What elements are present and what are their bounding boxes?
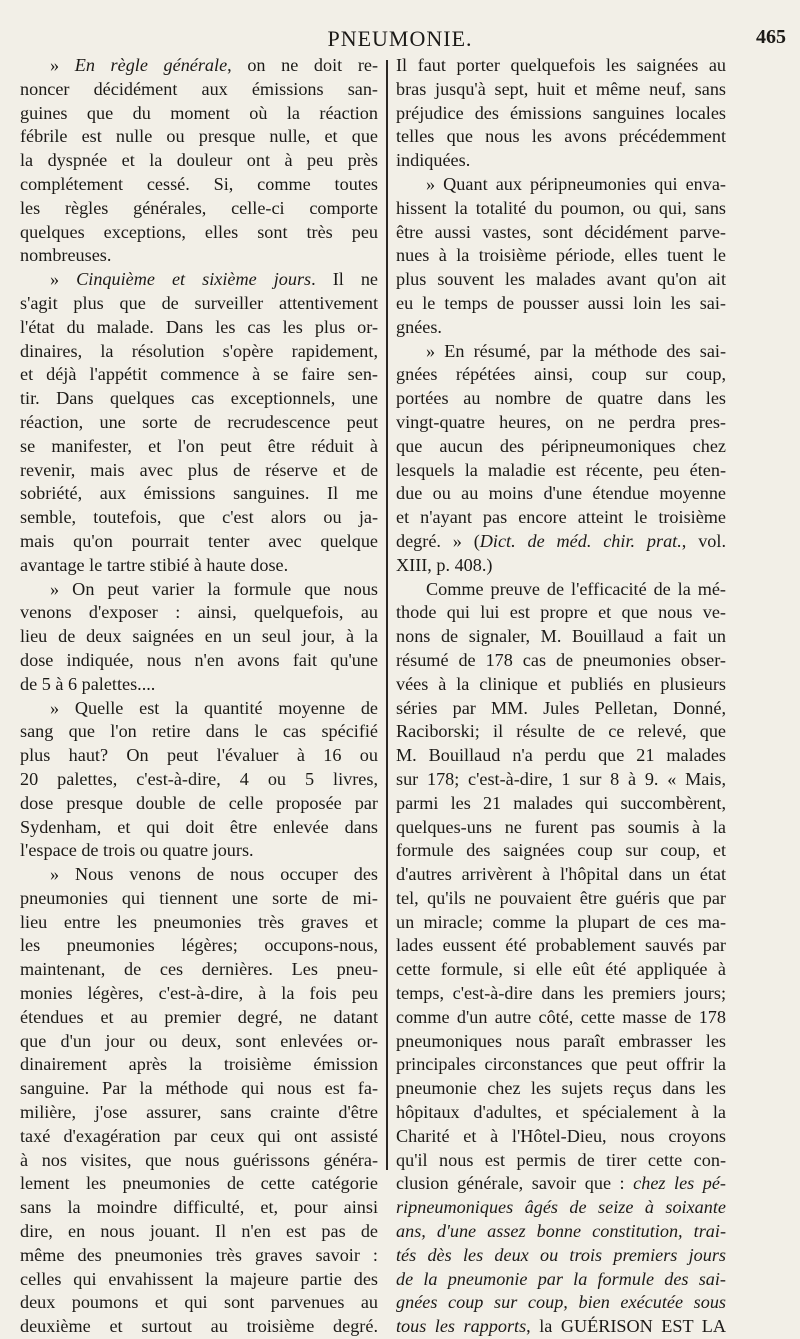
text-line: indiquées.: [396, 150, 471, 171]
text-line: et n'ayant pas encore atteint le troisième: [396, 507, 726, 528]
running-title: PNEUMONIE.: [327, 26, 473, 51]
text-line: [396, 1268, 726, 1292]
text-line: lement les pneumonies de cette catégorie: [20, 1173, 378, 1194]
text-line: la dyspnée et la douleur ont à peu près: [20, 150, 378, 171]
text-line: étendues et au premier degré, ne datant: [20, 1006, 378, 1027]
emphasis: chez les pé-: [633, 1173, 726, 1194]
text-line: temps, c'est-à-dire dans les premiers jours;: [396, 983, 726, 1004]
text-line: lesquels la maladie est récente, peu éten-: [396, 459, 726, 480]
text-line: tel, qu'ils ne pouvaient être guéris que par: [396, 887, 726, 908]
text-line: quelques exceptions, elles sont très peu: [20, 221, 378, 242]
text-line: dose indiquée, nous n'en avons fait qu'une: [20, 649, 378, 670]
text-line: lieu entre les pneumonies très graves et: [20, 911, 378, 932]
text-line: Il faut porter quelquefois les saignées au: [396, 55, 726, 75]
text-line: dose presque double de celle proposée par: [20, 792, 378, 813]
text-line: l'espace de trois ou quatre jours.: [20, 840, 254, 861]
text-line: préjudice des émissions sanguines locales: [396, 102, 726, 123]
column-divider: [386, 60, 388, 1170]
text-line: nons de signaler, M. Bouillaud a fait un: [396, 626, 726, 647]
text-line: nombreuses.: [20, 245, 112, 266]
text-line: sang que l'on retire dans le cas spécifié: [20, 721, 378, 742]
text-line: sur 178; c'est-à-dire, 1 sur 8 à 9. « Mais,: [396, 768, 726, 789]
left-column: [20, 54, 378, 1339]
text-line: » En règle générale, on ne doit re-: [50, 55, 378, 75]
text-line: Charité et à l'Hôtel-Dieu, nous croyons: [396, 1125, 726, 1146]
emphasis: tés dès les deux ou trois premiers jours: [396, 1244, 726, 1265]
text-line: avantage le tartre stibié à haute dose.: [20, 554, 289, 575]
text-line: mais qu'on pourrait tenter avec quelque: [20, 530, 378, 551]
text-line: même des pneumonies très graves savoir :: [20, 1244, 378, 1265]
text-line: qu'il nous est permis de tirer cette con-: [396, 1149, 726, 1170]
text-line: pneumonie chez les sujets reçus dans les: [396, 1078, 726, 1099]
text-line: [396, 1196, 726, 1220]
text-line: fébrile est nulle ou presque nulle, et que: [20, 126, 378, 147]
text-line: » Quant aux péripneumonies qui enva-: [426, 173, 726, 194]
emphasis: ripneumoniques âgés de seize à soixante: [396, 1197, 726, 1218]
text-line: que d'un jour ou deux, sont enlevées or-: [20, 1030, 378, 1051]
text-line: dire, en nous jouant. Il n'en est pas de: [20, 1221, 378, 1242]
text-line: guines que du moment où la réaction: [20, 102, 378, 123]
text-line: » On peut varier la formule que nous: [50, 578, 378, 599]
text-line: » Quelle est la quantité moyenne de: [50, 697, 378, 718]
text-line: [396, 1291, 726, 1315]
text-line: venons d'exposer : ainsi, quelquefois, au: [20, 602, 378, 623]
text-line: complétement cessé. Si, comme toutes: [20, 173, 378, 194]
text-line: lieu de deux saignées en un seul jour, à la: [20, 626, 378, 647]
text-line: et déjà l'appétit commence à se faire sen-: [20, 364, 378, 385]
text-line: portées au nombre de quatre dans les: [396, 388, 726, 409]
text-line: tous les rapports, la GUÉRISON EST LA: [396, 1316, 726, 1337]
right-column: [396, 54, 726, 1339]
text-line: milière, j'ose assurer, sans crainte d'être: [20, 1102, 378, 1123]
emphasis: En règle générale: [74, 55, 228, 75]
text-line: clusion générale, savoir que : chez les pé-: [396, 1173, 726, 1194]
text-line: gnées.: [396, 316, 442, 337]
text-line: tir. Dans quelques cas exceptionnels, une: [20, 388, 378, 409]
text-line: XIII, p. 408.): [396, 554, 493, 575]
text-line: deuxième et surtout au troisième degré.: [20, 1316, 378, 1337]
text-line: sobriété, aux émissions sanguines. Il me: [20, 483, 378, 504]
text-line: réaction, une sorte de recrudescence peut: [20, 411, 378, 432]
text-line: bras jusqu'à sept, huit et même neuf, sans: [396, 78, 726, 99]
text-line: les pneumonies légères; occupons-nous,: [20, 935, 378, 956]
text-line: que aucun des péripneumoniques chez: [396, 435, 726, 456]
text-line: M. Bouillaud n'a perdu que 21 malades: [396, 745, 726, 766]
text-line: thode qui lui est propre et que nous ve-: [396, 602, 726, 623]
text-line: vingt-quatre heures, on ne perdra pres-: [396, 411, 726, 432]
emphasis: Dict. de méd. chir. prat.: [479, 530, 682, 551]
text-line: Comme preuve de l'efficacité de la mé-: [426, 578, 726, 599]
emphasis: tous les rapports: [396, 1316, 527, 1337]
text-line: monies légères, c'est-à-dire, à la fois peu: [20, 983, 378, 1004]
text-line: les règles générales, celle-ci comporte: [20, 197, 378, 218]
text-line: pneumoniques nous paraît embrasser les: [396, 1030, 726, 1051]
text-line: se manifester, et l'on peut être réduit à: [20, 435, 378, 456]
text-line: d'autres arrivèrent à l'hôpital dans un état: [396, 864, 726, 885]
text-line: nues à la troisième période, elles tuent le: [396, 245, 726, 266]
text-line: sans la moindre difficulté, et, pour ainsi: [20, 1197, 378, 1218]
text-line: dinaires, la résolution s'opère rapidement,: [20, 340, 378, 361]
text-line: 20 palettes, c'est-à-dire, 4 ou 5 livres,: [20, 768, 378, 789]
text-line: être aussi vastes, sont décidément parve-: [396, 221, 726, 242]
text-line: résumé de 178 cas de pneumonies obser-: [396, 649, 726, 670]
text-line: Raciborski; il résulte de ce relevé, que: [396, 721, 726, 742]
text-line: [396, 1220, 726, 1244]
text-line: gnées répétées ainsi, coup sur coup,: [396, 364, 726, 385]
text-line: vées à la clinique et publiés en plusieurs: [396, 673, 726, 694]
text-line: plus souvent les malades avant qu'on ait: [396, 269, 726, 290]
text-line: cette formule, si elle eût été appliquée à: [396, 959, 726, 980]
text-line: quelques-uns ne furent pas soumis à la: [396, 816, 726, 837]
text-line: pneumonies qui tiennent une sorte de mi-: [20, 887, 378, 908]
text-line: telles que nous les avons précédemment: [396, 126, 726, 147]
text-line: un miracle; comme la plupart de ces ma-: [396, 911, 726, 932]
emphasis: de la pneumonie par la formule des sai-: [396, 1268, 726, 1289]
text-line: » En résumé, par la méthode des sai-: [426, 340, 726, 361]
text-line: plus haut? On peut l'évaluer à 16 ou: [20, 745, 378, 766]
text-line: [396, 1244, 726, 1268]
emphasis: Cinquième et sixième jours: [76, 269, 312, 290]
text-line: lades eussent été probablement sauvés par: [396, 935, 726, 956]
text-line: l'état du malade. Dans les cas les plus or-: [20, 316, 378, 337]
text-line: comme d'un autre côté, cette masse de 178: [396, 1006, 726, 1027]
text-line: principales circonstances que peut offrir la: [396, 1054, 726, 1075]
text-line: due ou au moins d'une étendue moyenne: [396, 483, 726, 504]
text-line: parmi les 21 malades qui succombèrent,: [396, 792, 726, 813]
text-line: » Nous venons de nous occuper des: [50, 864, 378, 885]
text-line: hissent la totalité du poumon, ou qui, sans: [396, 197, 726, 218]
text-line: dinairement après la troisième émission: [20, 1054, 378, 1075]
text-line: degré. » (Dict. de méd. chir. prat., vol.: [396, 530, 726, 551]
text-line: de 5 à 6 palettes....: [20, 673, 156, 694]
text-line: revenir, mais avec plus de réserve et de: [20, 459, 378, 480]
text-line: » Cinquième et sixième jours. Il ne: [50, 269, 378, 290]
emphasis: ans, d'une assez bonne constitution, trai-: [396, 1221, 726, 1242]
text-line: celles qui envahissent la majeure partie des: [20, 1268, 378, 1289]
text-line: semble, toutefois, que c'est alors ou ja-: [20, 507, 378, 528]
text-line: formule des saignées coup sur coup, et: [396, 840, 726, 861]
text-line: noncer décidément aux émissions san-: [20, 78, 378, 99]
text-line: maintenant, de ces dernières. Les pneu-: [20, 959, 378, 980]
text-line: Sydenham, et qui doit être enlevée dans: [20, 816, 378, 837]
text-line: sanguine. Par la méthode qui nous est fa-: [20, 1078, 378, 1099]
text-line: s'agit plus que de surveiller attentivement: [20, 292, 378, 313]
text-line: taxé d'exagération par ceux qui ont assisté: [20, 1125, 378, 1146]
text-line: deux poumons et qui sont parvenues au: [20, 1292, 378, 1313]
text-line: à nos visites, que nous guérissons généra-: [20, 1149, 378, 1170]
text-line: hôpitaux d'adultes, et spécialement à la: [396, 1102, 726, 1123]
page-number: 465: [756, 26, 786, 48]
emphasis: gnées coup sur coup, bien exécutée sous: [396, 1292, 726, 1313]
text-line: séries par MM. Jules Pelletan, Donné,: [396, 697, 726, 718]
text-line: eu le temps de pousser aussi loin les sai-: [396, 292, 726, 313]
